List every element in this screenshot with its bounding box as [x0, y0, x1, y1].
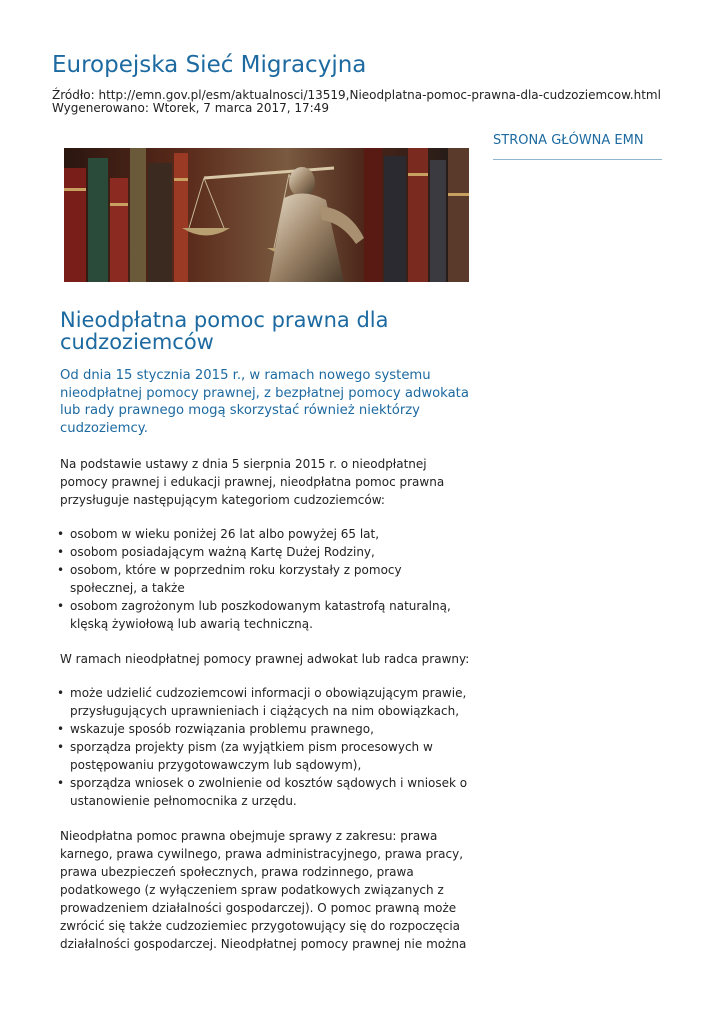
- list-item: • osobom posiadającym ważną Kartę Dużej Rodziny,: [57, 545, 375, 559]
- bullet-icon: •: [57, 722, 65, 736]
- list-item: • sporządza wniosek o zwolnienie od kosztów sądowych i wniosek o ustanowienie pełnomocnika z urzędu.: [57, 776, 468, 808]
- bullet-icon: •: [57, 545, 65, 559]
- list-item: • osobom w wieku poniżej 26 lat albo powyżej 65 lat,: [57, 527, 380, 541]
- paragraph-scope-intro: W ramach nieodpłatnej pomocy prawnej adwokat lub radca prawny:: [60, 652, 470, 666]
- list-item: • osobom zagrożonym lub poszkodowanym katastrofą naturalną, klęską żywiołową lub awarią techniczną.: [57, 599, 451, 631]
- paragraph-case-types: Nieodpłatna pomoc prawna obejmuje sprawy z zakresu: prawa karnego, prawa cywilnego, prawa administracyjnego, prawa pracy, prawa ubezpieczeń społecznych, prawa rodzinnego, prawa podatkowego (z wyłączeniem spraw podatkowych związanych z prowadzeniem działalności gospodarczej). O pomoc prawną może zwrócić się także cudzoziemiec przygotowujący się do rozpoczęcia działalności gospodarczej. Nieodpłatnej pomocy prawnej nie można: [60, 829, 467, 951]
- sidebar-nav: [493, 133, 662, 160]
- bullet-icon: •: [57, 686, 65, 700]
- paragraph-eligibility: Na podstawie ustawy z dnia 5 sierpnia 2015 r. o nieodpłatnej pomocy prawnej i edukacji prawnej, nieodpłatna pomoc prawna przysługuje następującym kategoriom cudzoziemców:: [60, 457, 445, 507]
- list-item: • osobom, które w poprzednim roku korzystały z pomocy społecznej, a także: [57, 563, 402, 595]
- bullet-icon: •: [57, 563, 65, 577]
- bullet-icon: •: [57, 599, 65, 613]
- eligibility-list: [57, 525, 470, 633]
- bullet-icon: •: [57, 740, 65, 754]
- article: [57, 308, 470, 953]
- list-item: • może udzielić cudzoziemcowi informacji o obowiązującym prawie, przysługujących uprawnieniach i ciążących na nim obowiązkach,: [57, 686, 467, 718]
- article-lead: Od dnia 15 stycznia 2015 r., w ramach nowego systemu nieodpłatnej pomocy prawnej, z bezpłatnej pomocy adwokata lub rady prawnego mogą skorzystać również niektórzy cudzoziemcy.: [60, 368, 469, 436]
- site-title: Europejska Sieć Migracyjna: [52, 52, 367, 78]
- bullet-icon: •: [57, 527, 65, 541]
- list-item: • sporządza projekty pism (za wyjątkiem pism procesowych w postępowaniu przygotowawczym lub sądowym),: [57, 740, 433, 772]
- bullet-icon: •: [57, 776, 65, 790]
- lady-justice-image: [64, 148, 469, 282]
- source-url-line: Źródło: http://emn.gov.pl/esm/aktualnosci/13519,Nieodplatna-pomoc-prawna-dla-cudzoziemcow.html: [52, 88, 661, 102]
- article-title: Nieodpłatna pomoc prawna dla cudzoziemców: [60, 308, 389, 354]
- list-item: • wskazuje sposób rozwiązania problemu prawnego,: [57, 722, 374, 736]
- lawyer-duties-list: [57, 684, 470, 810]
- home-link[interactable]: STRONA GŁÓWNA EMN: [493, 133, 662, 160]
- generated-date-line: Wygenerowano: Wtorek, 7 marca 2017, 17:49: [52, 101, 329, 115]
- source-info: [52, 89, 661, 115]
